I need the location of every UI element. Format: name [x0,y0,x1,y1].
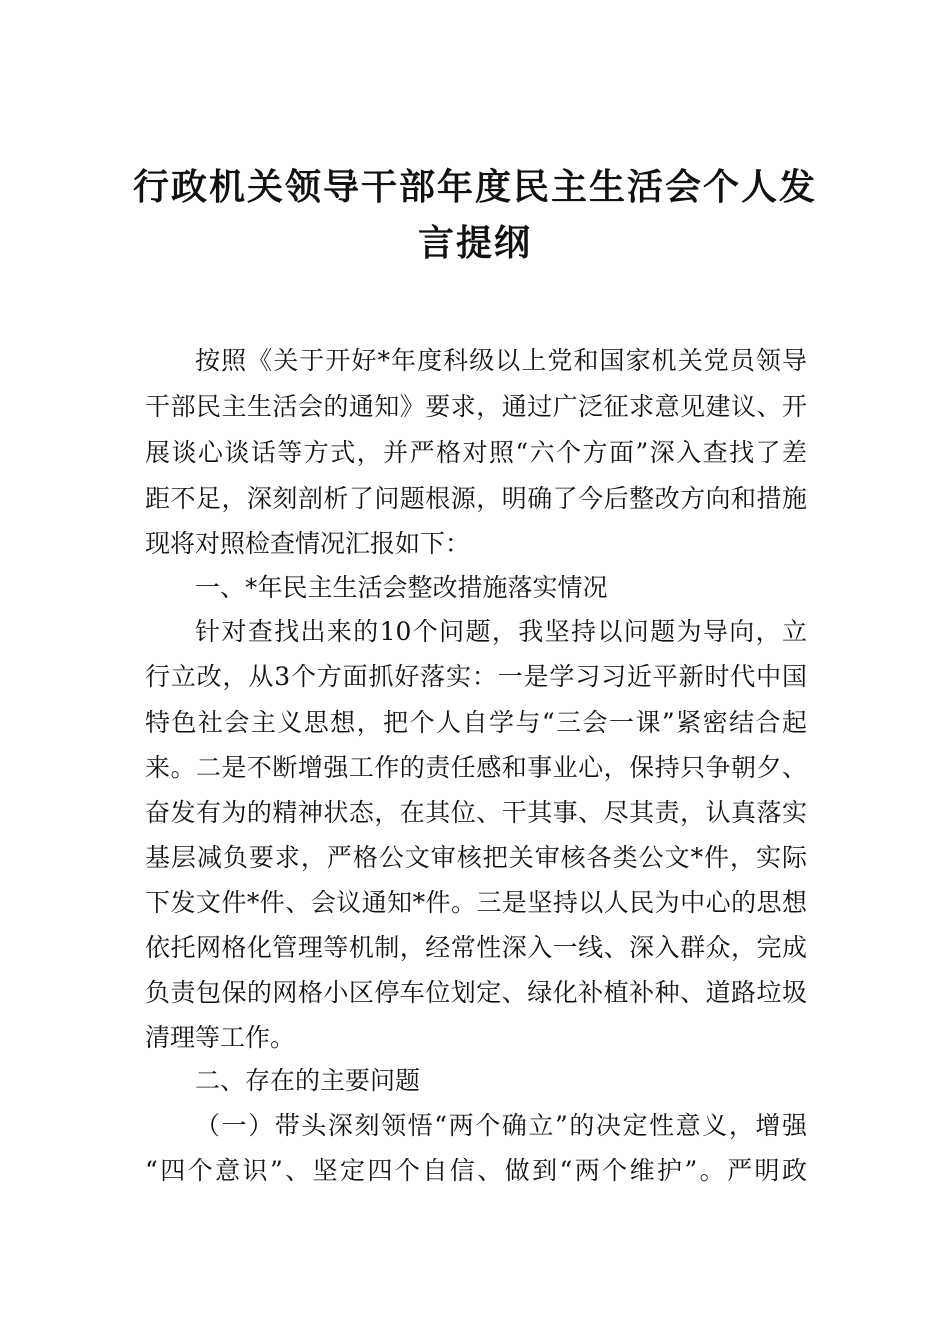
paragraph-line: 距不足，深刻剖析了问题根源，明确了今后整改方向和措施 [145,484,807,513]
paragraph-line: 基层减负要求，严格公文审核把关审核各类公文*件，实际 [145,843,807,872]
paragraph-line: 行立改，从3个方面抓好落实：一是学习习近平新时代中国 [145,662,807,691]
paragraph-line: 下发文件*件、会议通知*件。三是坚持以人民为中心的思想 [145,888,807,917]
section-heading-2: 二、存在的主要问题 [195,1066,421,1095]
paragraph-line: 针对查找出来的10个问题，我坚持以问题为导向，立 [195,617,807,646]
paragraph-line: 按照《关于开好*年度科级以上党和国家机关党员领导 [195,346,807,375]
paragraph-line: 展谈心谈话等方式，并严格对照“六个方面”深入查找了差 [145,438,807,467]
paragraph-line: 负责包保的网格小区停车位划定、绿化补植补种、道路垃圾 [145,978,807,1007]
paragraph-line: “四个意识”、坚定四个自信、做到“两个维护”。严明政 [145,1156,807,1185]
document-title-line-2: 言提纲 [417,223,532,264]
paragraph-line: （一）带头深刻领悟“两个确立”的决定性意义，增强 [195,1111,807,1140]
paragraph-line: 现将对照检查情况汇报如下： [145,529,471,558]
paragraph-line: 奋发有为的精神状态，在其位、干其事、尽其责，认真落实 [145,798,807,827]
paragraph-line: 清理等工作。 [145,1023,296,1052]
paragraph-line: 干部民主生活会的通知》要求，通过广泛征求意见建议、开 [145,392,807,421]
paragraph-line: 依托网格化管理等机制，经常性深入一线、深入群众，完成 [145,933,807,962]
paragraph-line: 特色社会主义思想，把个人自学与“三会一课”紧密结合起 [145,708,807,737]
paragraph-line: 来。二是不断增强工作的责任感和事业心，保持只争朝夕、 [145,753,807,782]
section-heading-1: 一、*年民主生活会整改措施落实情况 [195,573,608,602]
document-title-line-1: 行政机关领导干部年度民主生活会个人发 [132,167,817,208]
